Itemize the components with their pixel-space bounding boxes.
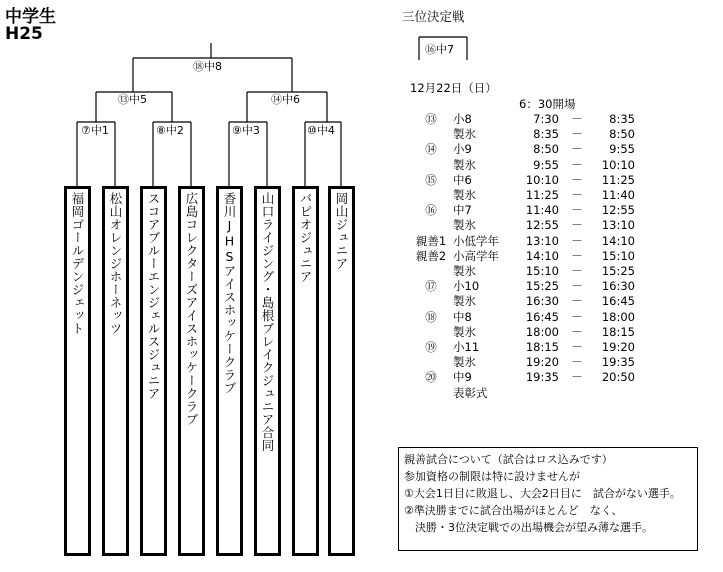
schedule-dash: － <box>571 157 583 172</box>
schedule-end: 18:15 <box>601 324 635 339</box>
third-place-title: 三位決定戦 <box>402 9 465 24</box>
notes-box <box>398 447 698 551</box>
schedule-start: 12:55 <box>525 218 559 233</box>
schedule-table <box>409 112 635 401</box>
schedule-end: 9:55 <box>609 142 635 157</box>
schedule-end: 15:25 <box>601 264 635 279</box>
team-box-2 <box>102 186 129 556</box>
schedule-end <box>595 386 635 401</box>
schedule-dash: － <box>571 294 583 309</box>
page-title: 中学生 <box>5 7 56 27</box>
schedule-name: 小11 <box>453 340 480 355</box>
notes-line: 決勝・3位決定戦での出場機会が望み薄な選手。 <box>404 521 653 534</box>
schedule-end: 19:20 <box>601 340 635 355</box>
schedule-end: 8:35 <box>609 112 635 126</box>
schedule-dash: － <box>571 355 583 370</box>
schedule-end: 15:10 <box>601 248 635 263</box>
third-place-match-label: ⑯中7 <box>425 43 454 56</box>
team-name: スコアブルーエンジェルスジュニア <box>146 192 161 400</box>
schedule-start: 9:55 <box>533 157 559 172</box>
schedule-start: 14:10 <box>525 248 559 263</box>
team-name: 広島コレクターズアイスホッケークラブ <box>184 192 199 426</box>
team-box-8 <box>328 186 355 556</box>
team-box-1 <box>64 186 91 556</box>
schedule-row <box>409 249 635 264</box>
schedule-no: ⑯ <box>425 203 437 218</box>
schedule-name: 小8 <box>453 112 472 126</box>
schedule-no: ⑲ <box>425 340 437 355</box>
schedule-dash: － <box>571 188 583 203</box>
team-box-6 <box>254 186 281 556</box>
schedule-start: 11:40 <box>525 203 559 218</box>
schedule-start: 7:30 <box>533 112 559 126</box>
schedule-start: 10:10 <box>525 172 559 187</box>
schedule-end: 19:35 <box>601 355 635 370</box>
schedule-name: 製氷 <box>453 324 476 339</box>
team-box-7 <box>292 186 319 556</box>
quarter-4-match-label: ⑩中4 <box>307 124 335 137</box>
schedule-start: 18:00 <box>525 324 559 339</box>
schedule-name: 小9 <box>453 142 472 157</box>
schedule-end: 18:00 <box>601 309 635 324</box>
schedule-dash: － <box>571 233 583 248</box>
schedule-no: ⑳ <box>425 370 437 385</box>
schedule-no <box>409 188 453 203</box>
quarter-2-match-label: ⑧中2 <box>156 124 184 137</box>
schedule-dash: － <box>571 112 583 126</box>
schedule-start: 19:35 <box>525 370 559 385</box>
schedule-row <box>409 142 635 157</box>
team-name: 福岡ゴールデンジェット <box>70 192 85 335</box>
schedule-name: 製氷 <box>453 157 476 172</box>
schedule-name: 中8 <box>453 309 472 324</box>
schedule-end: 8:50 <box>609 127 635 142</box>
schedule-start: 15:25 <box>525 279 559 294</box>
schedule-name: 製氷 <box>453 294 476 309</box>
schedule-end: 11:40 <box>601 188 635 203</box>
schedule-start: 13:10 <box>525 233 559 248</box>
schedule-no: ⑬ <box>425 112 437 126</box>
schedule-no: ⑰ <box>425 279 437 294</box>
schedule-name: 小10 <box>453 279 480 294</box>
schedule-no <box>409 127 453 142</box>
schedule-start: 16:45 <box>525 309 559 324</box>
schedule-name: 表彰式 <box>453 385 488 400</box>
schedule-row <box>409 325 635 340</box>
schedule-row <box>409 370 635 385</box>
schedule-row <box>409 188 635 203</box>
schedule-name: 中7 <box>453 203 472 218</box>
schedule-start: 15:10 <box>525 264 559 279</box>
schedule-start: 11:25 <box>525 188 559 203</box>
schedule-no: 親善2 <box>415 248 447 263</box>
schedule-start: 16:30 <box>525 294 559 309</box>
schedule-dash: － <box>571 324 583 339</box>
schedule-dash: － <box>571 127 583 142</box>
schedule-dash: － <box>571 309 583 324</box>
schedule-end: 14:10 <box>601 233 635 248</box>
schedule-name: 製氷 <box>453 127 476 142</box>
final-match-label: ⑱中8 <box>193 60 222 73</box>
schedule-date: 12月22日（日） <box>410 81 497 95</box>
schedule-dash: － <box>571 218 583 233</box>
team-name: 香川JHSアイスホッケークラブ <box>222 192 237 395</box>
schedule-start <box>519 386 559 401</box>
schedule-name: 製氷 <box>453 218 476 233</box>
notes-line: 参加資格の制限は特に設けませんが <box>404 470 580 483</box>
schedule-name: 製氷 <box>453 264 476 279</box>
team-name: 松山オレンジホーネッツ <box>108 192 123 335</box>
schedule-end: 11:25 <box>601 172 635 187</box>
schedule-dash: － <box>571 264 583 279</box>
schedule-row <box>409 386 635 401</box>
schedule-start: 18:15 <box>525 340 559 355</box>
schedule-row <box>409 234 635 249</box>
schedule-row <box>409 310 635 325</box>
schedule-dash: － <box>571 370 583 385</box>
schedule-dash <box>559 386 595 401</box>
team-box-3 <box>140 186 167 556</box>
schedule-row <box>409 158 635 173</box>
schedule-name: 製氷 <box>453 188 476 203</box>
schedule-no: ⑮ <box>425 172 437 187</box>
semi-right-match-label: ⑭中6 <box>271 93 300 106</box>
schedule-end: 13:10 <box>601 218 635 233</box>
schedule-dash: － <box>571 142 583 157</box>
team-name: 山口ライジング・島根ブレイクジュニア合同 <box>260 192 275 452</box>
schedule-no <box>409 325 453 340</box>
year-label: H25 <box>5 24 43 44</box>
schedule-row <box>409 112 635 127</box>
schedule-no <box>409 158 453 173</box>
opening-time: 6：30開場 <box>519 97 576 111</box>
notes-line: ②準決勝までに試合出場がほとんど なく、 <box>404 504 623 517</box>
schedule-row <box>409 355 635 370</box>
schedule-row <box>409 218 635 233</box>
schedule-row <box>409 203 635 218</box>
team-name: バピオジュニア <box>298 192 313 283</box>
schedule-no: 親善1 <box>415 233 447 248</box>
schedule-row <box>409 264 635 279</box>
schedule-no <box>409 218 453 233</box>
schedule-dash: － <box>571 248 583 263</box>
schedule-start: 8:35 <box>533 127 559 142</box>
schedule-end: 16:45 <box>601 294 635 309</box>
schedule-name: 中9 <box>453 370 472 385</box>
schedule-no: ⑭ <box>425 142 437 157</box>
schedule-start: 19:20 <box>525 355 559 370</box>
schedule-start: 8:50 <box>533 142 559 157</box>
semi-left-match-label: ⑬中5 <box>118 93 147 106</box>
quarter-3-match-label: ⑨中3 <box>232 124 260 137</box>
notes-line: 親善試合について（試合はロス込みです） <box>404 453 613 466</box>
schedule-row <box>409 340 635 355</box>
schedule-row <box>409 279 635 294</box>
team-name: 岡山ジュニア <box>334 192 349 270</box>
schedule-dash: － <box>571 203 583 218</box>
quarter-1-match-label: ⑦中1 <box>81 124 109 137</box>
notes-line: ①大会1日目に敗退し、大会2日目に 試合がない選手。 <box>404 487 681 500</box>
schedule-end: 16:30 <box>601 279 635 294</box>
schedule-name: 小高学年 <box>453 248 499 263</box>
team-box-4 <box>178 186 205 556</box>
schedule-no <box>409 294 453 309</box>
schedule-name: 中6 <box>453 172 472 187</box>
schedule-dash: － <box>571 279 583 294</box>
schedule-row <box>409 127 635 142</box>
schedule-name: 製氷 <box>453 355 476 370</box>
schedule-end: 10:10 <box>601 157 635 172</box>
schedule-no <box>409 386 453 401</box>
schedule-no <box>409 355 453 370</box>
schedule-no <box>409 264 453 279</box>
schedule-dash: － <box>571 340 583 355</box>
schedule-dash: － <box>571 172 583 187</box>
team-box-5 <box>216 186 243 556</box>
schedule-row <box>409 173 635 188</box>
schedule-end: 20:50 <box>601 370 635 385</box>
schedule-row <box>409 294 635 309</box>
schedule-no: ⑱ <box>425 309 437 324</box>
schedule-end: 12:55 <box>601 203 635 218</box>
schedule-name: 小低学年 <box>453 233 499 248</box>
